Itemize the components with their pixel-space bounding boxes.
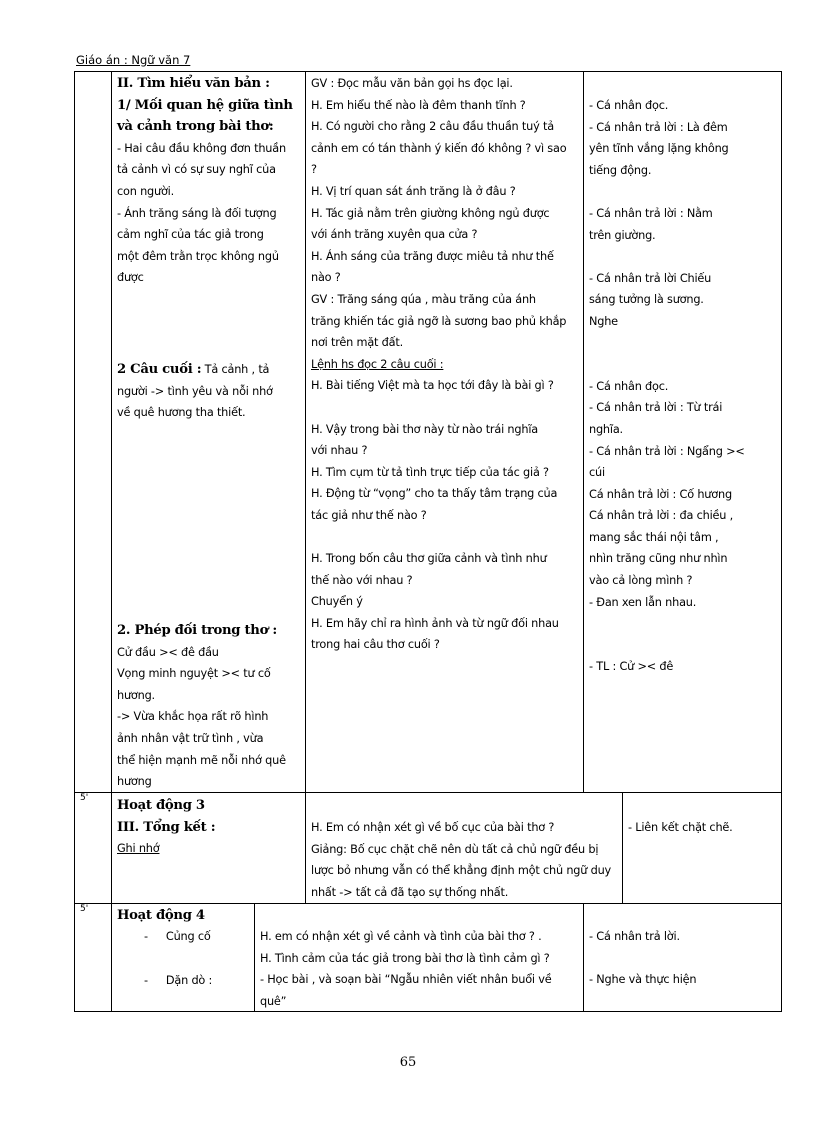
sec2-right-col <box>628 817 733 839</box>
mid-line: H. Tác giả nằm trên giường không ngủ được <box>311 206 550 220</box>
left-line: Cử đầu >< đê đầu <box>117 645 219 659</box>
sec3-time: 5' <box>80 904 89 914</box>
right-line: Nghe <box>589 314 618 328</box>
mid-line: H. Vị trí quan sát ánh trăng là ở đâu ? <box>311 184 516 198</box>
left-line: 2 Câu cuối : Tả cảnh , tả <box>117 362 270 377</box>
right-line: - Nghe và thực hiện <box>589 973 697 987</box>
right-line: - Cá nhân trả lời : Ngẩng >< <box>589 444 745 458</box>
heading-hoat-dong-4: Hoạt động 4 <box>117 908 205 923</box>
right-line: - Cá nhân trả lời. <box>589 930 680 943</box>
right-line: - Cá nhân trả lời : Nằm <box>589 206 713 220</box>
sec1-left-col <box>117 73 293 289</box>
mid-line: H. Em hiểu thế nào là đêm thanh tĩnh ? <box>311 98 526 112</box>
mid-line: H. Em có nhận xét gì về bố cục của bài thơ ? <box>311 821 555 834</box>
left-line: một đêm trằn trọc không ngủ <box>117 249 279 263</box>
left-line: Vọng minh nguyệt >< tư cố <box>117 667 271 681</box>
mid-line <box>311 526 566 548</box>
mid-line: H. Có người cho rằng 2 câu đầu thuần tuý tả <box>311 120 554 134</box>
sec2-left-col <box>117 795 215 860</box>
mid-line: H. Vậy trong bài thơ này từ nào trái nghĩa <box>311 422 538 436</box>
sec1-left-col-2 <box>117 359 273 424</box>
mid-line: GV : Đọc mẫu văn bản gọi hs đọc lại. <box>311 77 513 90</box>
sec3-item-cung-co <box>144 926 211 948</box>
right-line: nhìn trăng cũng như nhìn <box>589 552 728 566</box>
sec2-mid-col <box>311 817 611 903</box>
mid-line: ? <box>311 163 317 177</box>
left-line: thể hiện mạnh mẽ nỗi nhớ quê <box>117 753 286 767</box>
heading-tim-hieu: II. Tìm hiểu văn bản : <box>117 76 270 91</box>
left-line: - Ánh trăng sáng là đối tượng <box>117 206 277 220</box>
mid-line: nào ? <box>311 271 341 285</box>
left-line: tả cảnh vì có sự suy nghĩ của <box>117 163 276 177</box>
right-line: tiếng động. <box>589 163 652 177</box>
page-number: 65 <box>399 1055 417 1070</box>
sec1-right-col <box>589 95 745 678</box>
mid-line: nhất -> tất cả đã tạo sự thống nhất. <box>311 885 509 899</box>
mid-line: Giảng: Bố cục chặt chẽ nên dù tất cả chủ ngữ đều bị <box>311 842 599 856</box>
left-line: con người. <box>117 184 175 198</box>
mid-line: tác giả như thế nào ? <box>311 508 427 522</box>
left-line: được <box>117 271 144 285</box>
right-line: - Cá nhân đọc. <box>589 99 669 112</box>
right-line <box>589 948 696 970</box>
mid-line: nơi trên mặt đất. <box>311 336 403 350</box>
right-line: nghĩa. <box>589 422 623 436</box>
right-line <box>589 354 745 376</box>
mid-line: GV : Trăng sáng qúa , màu trăng của ánh <box>311 292 536 306</box>
mid-line: thế nào với nhau ? <box>311 573 413 587</box>
heading-canh-tho: và cảnh trong bài thơ: <box>117 119 274 135</box>
right-line: - TL : Cử >< đê <box>589 660 674 674</box>
right-line <box>589 181 745 203</box>
list-item: - Dặn dò : <box>144 974 213 987</box>
mid-line: H. Ánh sáng của trăng được miêu tả như thế <box>311 249 554 263</box>
heading-tong-ket: III. Tổng kết : <box>117 819 216 835</box>
right-line: Cá nhân trả lời : đa chiều , <box>589 509 734 523</box>
left-line: hương <box>117 775 152 789</box>
right-line: - Cá nhân đọc. <box>589 379 669 393</box>
right-line: - Cá nhân trả lời Chiếu <box>589 271 712 285</box>
mid-line: cảnh em có tán thành ý kiến đó không ? vì sao <box>311 141 567 155</box>
mid-line: H. em có nhận xét gì về cảnh và tình của bài thơ ? . <box>260 930 542 943</box>
heading-hoat-dong-3: Hoạt động 3 <box>117 798 205 813</box>
sec3-item-dan-do <box>144 970 212 992</box>
right-line: sáng tưởng là sương. <box>589 293 704 307</box>
list-item: - Củng cố <box>144 930 211 943</box>
left-line: hương. <box>117 688 155 702</box>
sec3-mid-col <box>260 926 551 1012</box>
mid-line <box>311 397 566 419</box>
mid-line: quê” <box>260 994 287 1008</box>
right-line <box>589 333 745 355</box>
mid-line: lược bỏ nhưng vẫn có thể khẳng định một chủ ngữ duy <box>311 864 612 878</box>
sec2-time: 5' <box>80 793 89 803</box>
sec3-left-col <box>117 905 205 927</box>
left-line: cảm nghĩ của tác giả trong <box>117 228 264 242</box>
right-line <box>589 246 745 268</box>
left-line: người -> tình yêu và nỗi nhớ <box>117 384 273 398</box>
mid-line-instruction: Lệnh hs đọc 2 câu cuối : <box>311 357 444 371</box>
right-line: vào cả lòng mình ? <box>589 574 693 588</box>
sec1-mid-col <box>311 73 566 656</box>
mid-line: với ánh trăng xuyên qua cửa ? <box>311 228 478 242</box>
right-line: cúi <box>589 466 605 480</box>
right-line: - Liên kết chặt chẽ. <box>628 821 733 834</box>
left-line: -> Vừa khắc họa rất rõ hình <box>117 710 269 724</box>
mid-line: Chuyển ý <box>311 595 363 609</box>
heading-moi-quan-he: 1/ Mối quan hệ giữa tình <box>117 97 293 113</box>
mid-line: với nhau ? <box>311 444 368 458</box>
mid-line: H. Em hãy chỉ ra hình ảnh và từ ngữ đối nhau <box>311 616 559 630</box>
right-line: yên tĩnh vắng lặng không <box>589 142 729 156</box>
sec3-right-col <box>589 926 696 991</box>
heading-cau-cuoi: 2 Câu cuối : <box>117 362 202 377</box>
right-line: - Đan xen lẫn nhau. <box>589 595 697 609</box>
mid-line: H. Tình cảm của tác giả trong bài thơ là tình cảm gì ? <box>260 951 550 965</box>
right-line: Cá nhân trả lời : Cố hương <box>589 487 732 501</box>
right-line <box>589 613 745 635</box>
mid-line: H. Trong bốn câu thơ giữa cảnh và tình như <box>311 552 547 566</box>
mid-line: H. Bài tiếng Việt mà ta học tới đây là bài gì ? <box>311 379 554 393</box>
left-line: ảnh nhân vật trữ tình , vừa <box>117 731 264 745</box>
mid-line: H. Tìm cụm từ tả tình trực tiếp của tác giả ? <box>311 465 549 479</box>
right-line: mang sắc thái nội tâm , <box>589 530 719 544</box>
mid-line: trăng khiến tác giả ngỡ là sương bao phủ khắp <box>311 314 567 328</box>
mid-line: trong hai câu thơ cuối ? <box>311 638 440 652</box>
right-line <box>589 635 745 657</box>
right-line: trên giường. <box>589 228 656 242</box>
mid-line: H. Động từ “vọng” cho ta thấy tâm trạng của <box>311 487 558 501</box>
sec1-left-col-3 <box>117 620 286 793</box>
left-line: về quê hương tha thiết. <box>117 406 246 420</box>
right-line: - Cá nhân trả lời : Từ trái <box>589 401 723 415</box>
ghi-nho-label: Ghi nhớ <box>117 842 160 856</box>
heading-phep-doi: 2. Phép đối trong thơ : <box>117 623 277 638</box>
left-line: - Hai câu đầu không đơn thuần <box>117 141 286 155</box>
right-line: - Cá nhân trả lời : Là đêm <box>589 120 728 134</box>
mid-line: - Học bài , và soạn bài “Ngẫu nhiên viết nhân buổi về <box>260 973 552 987</box>
document-header: Giáo án : Ngữ văn 7 <box>76 53 191 67</box>
